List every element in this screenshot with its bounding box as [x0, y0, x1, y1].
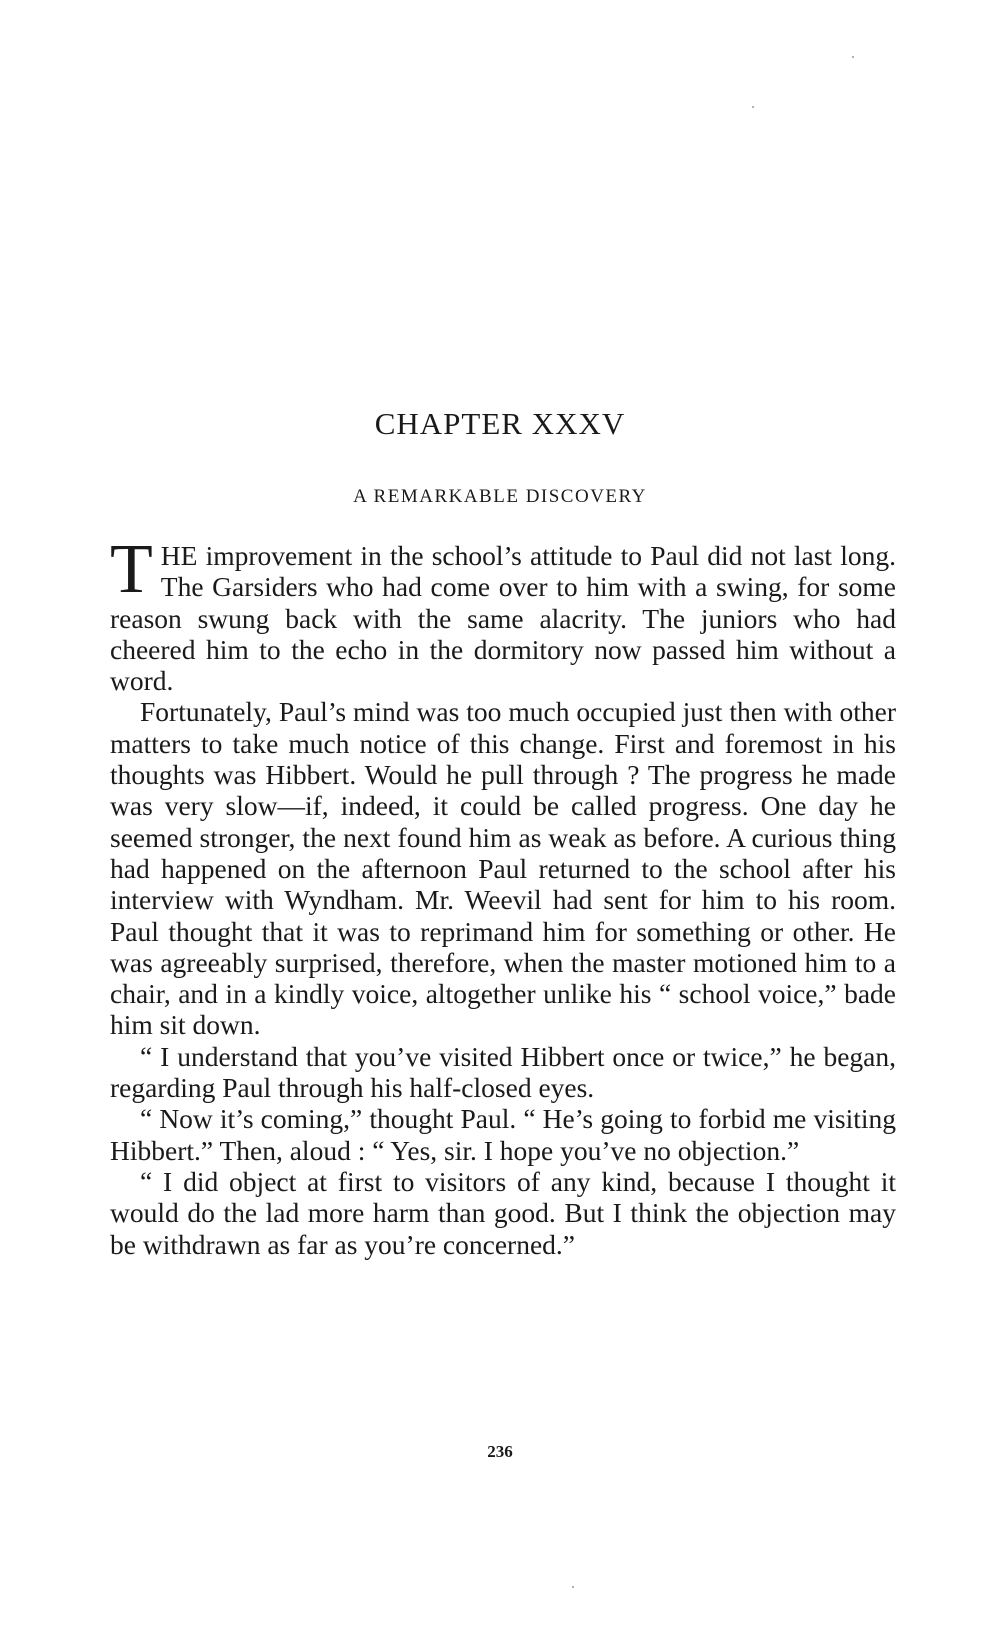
paragraph-1-text: HE improvement in the school’s attitude to Paul did not last long. The Garsiders who had come over to him with a swing, for some reason swung back with the same alacrity. The juniors who had cheered him to the echo in the dormitory now passed him without a word.	[110, 540, 896, 697]
paragraph-3: “ I understand that you’ve visited Hibbert once or twice,” he began, regarding Paul through his half-closed eyes.	[110, 1040, 896, 1104]
body-text	[110, 531, 896, 1260]
paragraph-2: Fortunately, Paul’s mind was too much occupied just then with other matters to take much notice of this change. First and foremost in his thoughts was Hibbert. Would he pull through ? The progress he made was very slow—if, indeed, it could be called progress. One day he seemed stronger, the next found him as weak as before. A curious thing had happened on the afternoon Paul returned to the school after his interview with Wyndham. Mr. Weevil had sent for him to his room. Paul thought that it was to reprimand him for something or other. He was agreeably surprised, therefore, when the master motioned him to a chair, and in a kindly voice, altogether unlike his “ school voice,” bade him sit down.	[110, 696, 896, 1041]
chapter-subtitle: A REMARKABLE DISCOVERY	[353, 486, 647, 507]
paper-speck	[572, 1586, 574, 1588]
paragraph-5: “ I did object at first to visitors of any kind, because I thought it would do the lad more harm than good. But I think the objection may be withdrawn as far as you’re concerned.”	[110, 1165, 896, 1260]
paper-speck	[852, 56, 854, 58]
paragraph-1	[110, 531, 896, 697]
drop-cap: T	[110, 531, 153, 608]
page-number: 236	[487, 1442, 513, 1461]
paragraph-4: “ Now it’s coming,” thought Paul. “ He’s going to forbid me visiting Hibbert.” Then, aloud : “ Yes, sir. I hope you’ve no objection.”	[110, 1103, 896, 1166]
chapter-title: CHAPTER XXXV	[374, 406, 626, 441]
paper-speck	[752, 106, 754, 108]
